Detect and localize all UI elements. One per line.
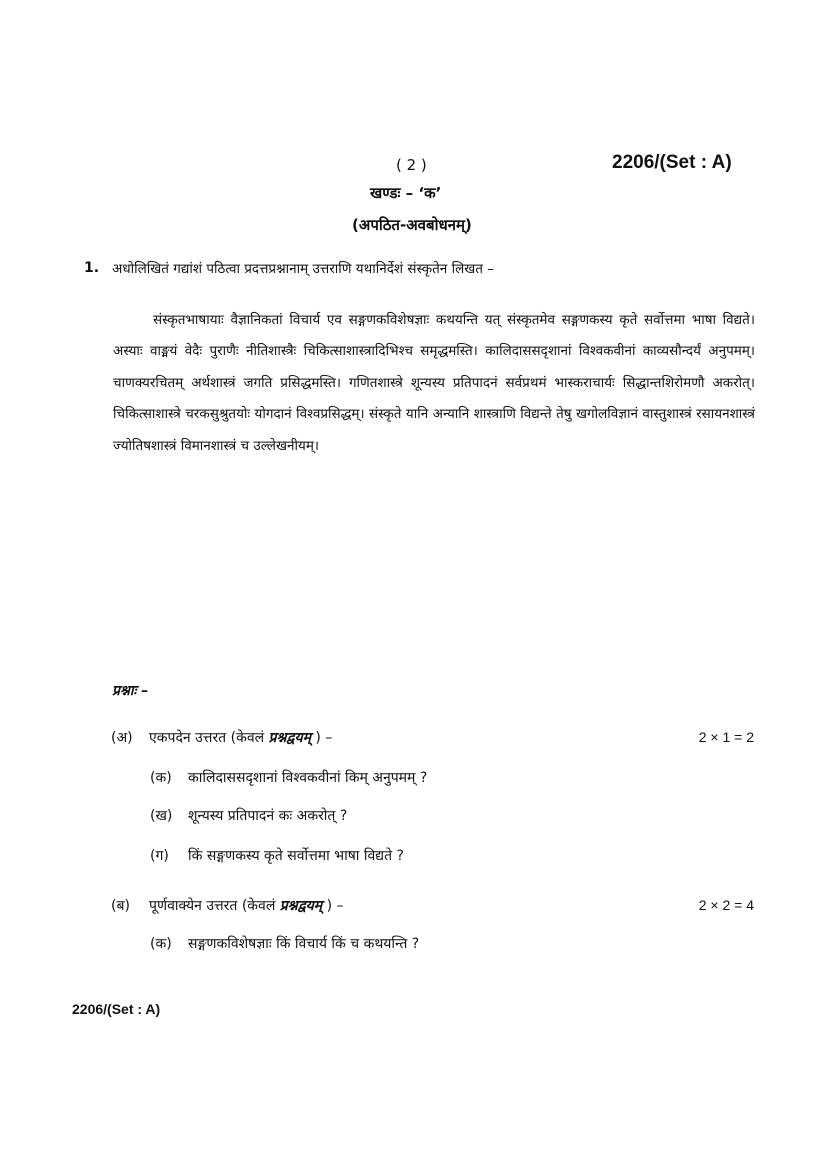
paper-code-footer: 2206/(Set : A) — [72, 1001, 161, 1017]
questions-heading: प्रश्नाः – — [112, 683, 149, 699]
page-number: ( 2 ) — [396, 156, 427, 174]
part-b-text-after: ) – — [326, 898, 344, 914]
item-text: किं सङ्गणकस्य कृते सर्वोत्तमा भाषा विद्यते ? — [188, 848, 404, 864]
part-b-heading — [111, 896, 344, 915]
part-b-label: (ब) — [111, 898, 130, 914]
part-a-text-emph: प्रश्नद्वयम् — [268, 730, 311, 746]
question-instruction: अधोलिखितं गद्यांशं पठित्वा प्रदत्तप्रश्नानाम् उत्तराणि यथानिर्देशं संस्कृतेन लिखत – — [112, 261, 495, 277]
part-a-item — [150, 806, 347, 825]
unseen-passage: संस्कृतभाषायाः वैज्ञानिकतां विचार्य एव सङ्गणकविशेषज्ञाः कथयन्ति यत् संस्कृतमेव सङ्गणकस्य कृते सर्वोत्तमा भाषा विद्यते। अस्याः वाङ्मयं वेदैः पुराणैः नीतिशास्त्रैः चिकित्साशास्त्रादिभिश्च समृद्धमस्ति। कालिदाससदृशानां विश्वकवीनां काव्यसौन्दर्यं अनुपमम्। चाणक्यरचितम् अर्थशास्त्रं जगति प्रसिद्धमस्ति। गणितशास्त्रे शून्यस्य प्रतिपादनं सर्वप्रथमं भास्कराचार्यः सिद्धान्तशिरोमणौ अकरोत्। चिकित्साशास्त्रे चरकसुश्रुतयोः योगदानं विश्वप्रसिद्धम्। संस्कृते यानि अन्यानि शास्त्राणि विद्यन्ते तेषु खगोलविज्ञानं वास्तुशास्त्रं रसायनशास्त्रं ज्योतिषशास्त्रं विमानशास्त्रं च उल्लेखनीयम्। — [113, 312, 755, 454]
question-number: 1. — [84, 260, 100, 276]
part-b-text-emph: प्रश्नद्वयम् — [279, 898, 323, 914]
part-b-marks: 2 × 2 = 4 — [698, 897, 754, 913]
part-a-label: (अ) — [111, 730, 133, 746]
item-label: (क) — [150, 936, 172, 952]
part-a-marks: 2 × 1 = 2 — [698, 729, 754, 745]
part-b-item — [150, 934, 419, 953]
item-label: (ग) — [150, 848, 169, 864]
part-b-text-before: पूर्णवाक्येन उत्तरत (केवलं — [149, 898, 276, 914]
part-a-text-after: ) – — [315, 730, 333, 746]
item-label: (ख) — [150, 808, 173, 824]
item-text: सङ्गणकविशेषज्ञाः किं विचार्य किं च कथयन्ति ? — [188, 936, 420, 952]
part-a-item — [150, 768, 427, 787]
part-a-item — [150, 846, 404, 865]
paper-code-header: 2206/(Set : A) — [612, 152, 732, 173]
part-a-text-before: एकपदेन उत्तरत (केवलं — [149, 730, 265, 746]
item-label: (क) — [150, 770, 172, 786]
section-title: खण्डः – ‘क’ — [370, 184, 442, 202]
item-text: शून्यस्य प्रतिपादनं कः अकरोत् ? — [188, 808, 348, 824]
section-subtitle: (अपठित-अवबोधनम्) — [352, 216, 472, 234]
item-text: कालिदाससदृशानां विश्वकवीनां किम् अनुपमम् ? — [188, 770, 428, 786]
part-a-heading — [111, 728, 332, 747]
